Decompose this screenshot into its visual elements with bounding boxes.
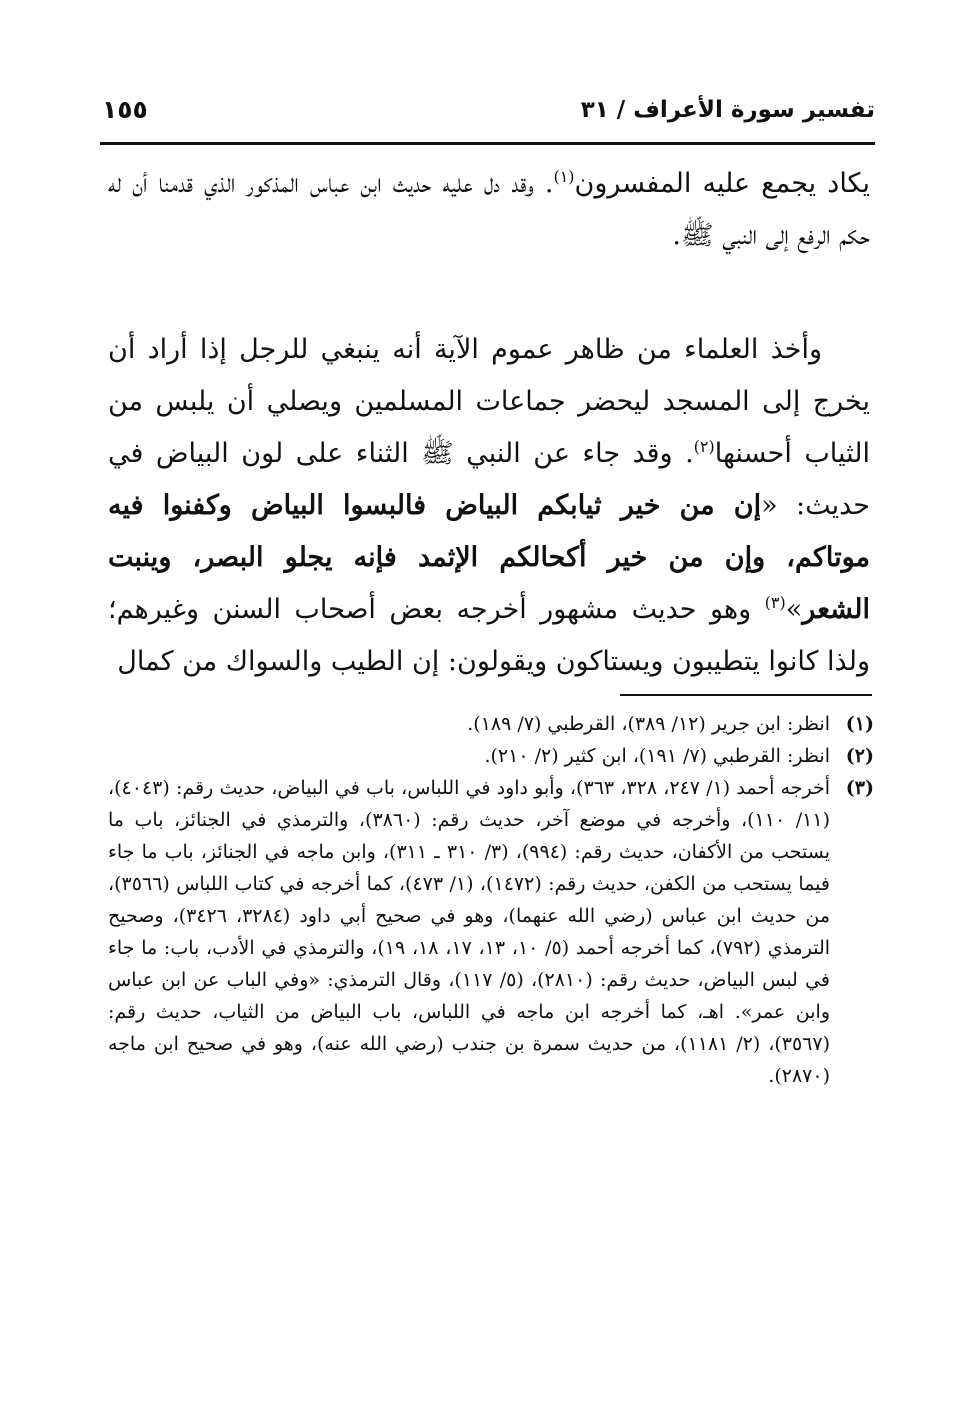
paragraph-1-text-b: . وقد دل عليه حديث ابن عباس المذكور الذي قدمنا أن له حكم الرفع إلى النبي ﷺ. [108,168,870,251]
footnote-3 [108,772,874,1092]
paragraph-2-text-d: وهو حديث مشهور أخرجه بعض أصحاب السنن وغيرهم؛ ولذا كانوا يتطيبون ويستاكون ويقولون: إن الطيب والسواك من كمال [108,594,870,677]
footnotes [108,708,874,1092]
footnote-separator [620,694,872,696]
footnote-1 [108,708,874,740]
footnote-ref-1[interactable]: (١) [553,167,575,186]
footnote-text: أخرجه أحمد (١/ ٢٤٧، ٣٢٨، ٣٦٣)، وأبو داود في اللباس، باب في البياض، حديث رقم: (٤٠٤٣)، (١١/ ١١٠)، وأخرجه في موضع آخر، حديث رقم: (٣٨٦٠)، والترمذي في الجنائز، باب ما يستحب من الأكفان، حديث رقم: (٩٩٤)، (٣/ ٣١٠ ـ ٣١١)، وابن ماجه في الجنائز، باب ما جاء فيما يستحب من الكفن، حديث رقم: (١٤٧٢)، (١/ ٤٧٣)، كما أخرجه في كتاب اللباس (٣٥٦٦)، من حديث ابن عباس (رضي الله عنهما)، وهو في صحيح أبي داود (٣٢٨٤، ٣٤٢٦)، وصحيح الترمذي (٧٩٢)، كما أخرجه أحمد (٥/ ١٠، ١٣، ١٧، ١٨، ١٩)، والترمذي في الأدب، باب: ما جاء في لبس البياض، حديث رقم: (٢٨١٠)، (٥/ ١١٧)، وقال الترمذي: «وفي الباب عن ابن عباس وابن عمر». اهـ، كما أخرجه ابن ماجه في اللباس، باب البياض من الثياب، حديث رقم: (٣٥٦٧)، (٢/ ١١٨١)، من حديث سمرة بن جندب (رضي الله عنه)، وهو في صحيح ابن ماجه (٢٨٧٠). [108,777,831,1087]
footnote-number: (١) [845,713,874,735]
footnote-ref-3[interactable]: (٣) [764,593,786,612]
footnote-text: انظر: القرطبي (٧/ ١٩١)، ابن كثير (٢/ ٢١٠). [484,745,830,767]
footnote-2 [108,740,874,772]
paragraph-1-text-a: يكاد يجمع عليه المفسرون [574,168,870,199]
footnote-ref-2[interactable]: (٢) [693,437,715,456]
hadith-quote: إن من خير ثيابكم البياض فالبسوا البياض وكفنوا فيه موتاكم، وإن من خير أكحالكم الإثمد فإنه يجلو البصر، وينبت الشعر [108,490,870,625]
page-number: ١٥٥ [102,95,148,124]
running-header [100,90,875,130]
header-rule [100,142,875,145]
footnote-number: (٣) [845,777,874,799]
paragraph-2-text-c: » [785,594,803,625]
footnote-text: انظر: ابن جرير (١٢/ ٣٨٩)، القرطبي (٧/ ١٨٩). [467,713,830,735]
paragraph-2 [108,324,870,688]
paragraph-2-text-b: . وقد جاء عن النبي ﷺ الثناء على لون البياض في حديث: « [108,438,870,521]
footnote-number: (٢) [845,745,874,767]
paragraph-2-text-a: وأخذ العلماء من ظاهر عموم الآية أنه ينبغي للرجل إذا أراد أن يخرج إلى المسجد ليحضر جماعات المسلمين ويصلي أن يلبس من الثياب أحسنها [108,334,870,469]
running-title: تفسير سورة الأعراف / ٣١ [580,97,875,123]
paragraph-1 [108,158,870,262]
